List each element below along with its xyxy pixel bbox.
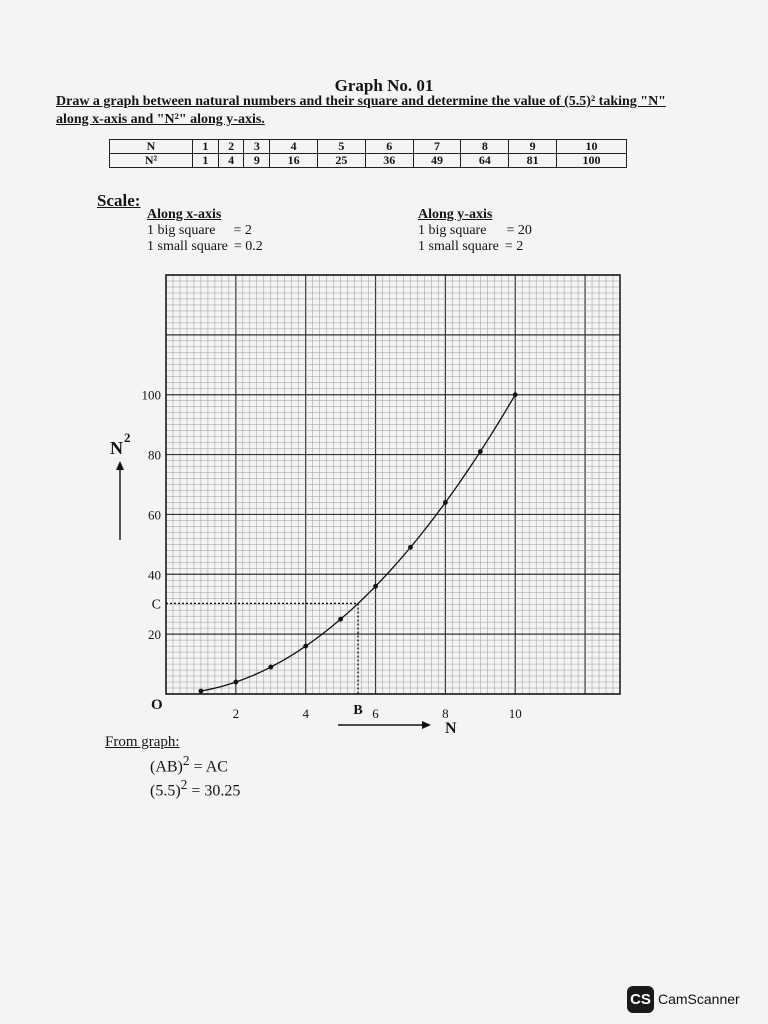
data-point: [303, 644, 308, 649]
x-tick-label: 10: [508, 706, 522, 721]
result-line-2: [150, 777, 240, 800]
x-scale-big-label: 1 big square: [147, 223, 216, 238]
table-cell: 25: [318, 154, 366, 168]
data-point: [478, 449, 483, 454]
result-1-exponent: 2: [182, 753, 190, 768]
table-cell: 1: [193, 154, 219, 168]
marker-label-c: C: [151, 597, 161, 613]
table-cell: 16: [270, 154, 318, 168]
x-tick-label: 2: [232, 706, 240, 721]
y-axis-arrowhead: [116, 461, 124, 470]
result-line-1: [150, 753, 228, 776]
table-cell: 100: [557, 154, 627, 168]
y-tick-label: 80: [148, 447, 161, 463]
data-point: [373, 584, 378, 589]
y-tick-label: 40: [148, 567, 161, 583]
data-point: [233, 680, 238, 685]
scale-heading: Scale:: [97, 191, 141, 210]
table-row-label: N: [110, 140, 193, 154]
table-row-label: N²: [110, 154, 193, 168]
result-2-exponent: 2: [180, 777, 188, 792]
y-scale-big-label: 1 big square: [418, 223, 487, 238]
result-1-rhs: = AC: [193, 758, 228, 776]
y-scale-small-value: = 2: [504, 239, 524, 254]
from-graph-heading: From graph:: [105, 734, 180, 750]
x-tick-label: 4: [302, 706, 309, 721]
y-tick-label: 20: [148, 627, 161, 643]
y-tick-label: 100: [141, 387, 161, 403]
page-title: Graph No. 01: [334, 76, 434, 95]
graph-grid: [166, 275, 620, 694]
data-point: [338, 617, 343, 622]
result-2-rhs: = 30.25: [191, 782, 241, 800]
y-tick-label: 60: [148, 507, 161, 523]
data-point: [268, 665, 273, 670]
table-cell: 36: [365, 154, 413, 168]
table-cell: 6: [365, 140, 413, 154]
instruction-text: Draw a graph between natural numbers and their square and determine the value of (5.5)² taking "N" along x-axis and "N²" along y-axis.: [56, 94, 666, 127]
data-point: [408, 545, 413, 550]
table-cell: 64: [461, 154, 509, 168]
y-scale-heading: Along y-axis: [418, 207, 493, 222]
marker-lines: [166, 603, 358, 694]
x-axis-label: N: [445, 720, 457, 737]
x-scale-small-label: 1 small square: [147, 239, 228, 254]
table-cell: 5: [318, 140, 366, 154]
series-line: [201, 395, 515, 691]
marker-label-b: B: [353, 703, 363, 718]
result-1-lhs: (AB): [150, 758, 183, 776]
result-2-lhs: (5.5): [150, 782, 181, 800]
table-cell: 49: [413, 154, 461, 168]
x-tick-label: 8: [442, 706, 449, 721]
x-scale-big-value: = 2: [233, 223, 252, 238]
table-cell: 2: [218, 140, 244, 154]
y-axis-label: N: [110, 438, 123, 458]
x-axis-arrowhead: [422, 721, 431, 729]
x-scale-small-value: = 0.2: [233, 239, 263, 254]
table-cell: 9: [509, 140, 557, 154]
y-scale-small-label: 1 small square: [418, 239, 499, 254]
camscanner-label: CamScanner: [658, 991, 740, 1007]
data-point: [199, 689, 204, 694]
table-cell: 4: [218, 154, 244, 168]
y-axis-label-exponent: 2: [124, 430, 131, 445]
data-point: [443, 500, 448, 505]
table-cell: 81: [509, 154, 557, 168]
table-cell: 4: [270, 140, 318, 154]
table-cell: 1: [193, 140, 219, 154]
table-cell: 3: [244, 140, 270, 154]
table-cell: 9: [244, 154, 270, 168]
y-scale-big-value: = 20: [506, 223, 532, 238]
data-point: [513, 392, 518, 397]
origin-label: O: [151, 697, 163, 713]
x-tick-label: 6: [372, 706, 379, 721]
camscanner-logo-icon: CS: [627, 986, 654, 1013]
table-cell: 7: [413, 140, 461, 154]
table-cell: 10: [557, 140, 627, 154]
table-cell: 8: [461, 140, 509, 154]
x-scale-heading: Along x-axis: [147, 207, 222, 222]
